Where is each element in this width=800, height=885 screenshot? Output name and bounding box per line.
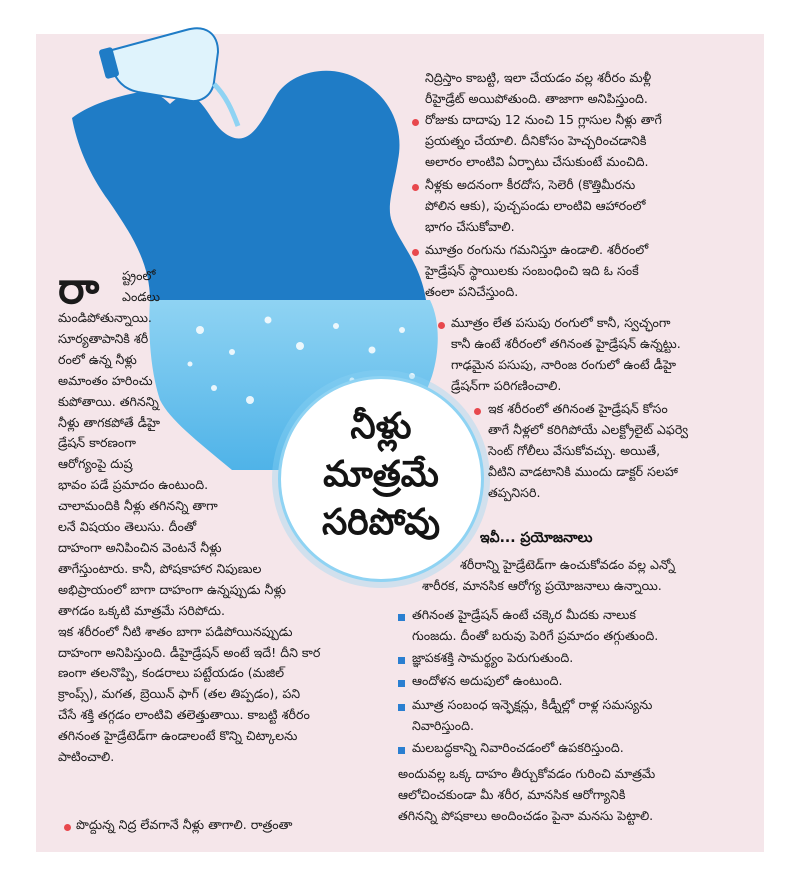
right-line: మూత్రం లేత పసుపు రంగులో కానీ, స్వచ్ఛంగా [451, 315, 671, 330]
right-line: భాగం చేసుకోవాలి. [425, 218, 515, 234]
right-line: గాఢమైన పసుపు, నారింజ రంగులో ఉంటే డీహై [451, 356, 676, 372]
right-line: డ్రేషన్‌గా పరిగణించాలి. [451, 377, 562, 393]
bullet-square [398, 680, 405, 687]
bullet-dot [438, 322, 445, 329]
badge-line-3: సరిపోవు [321, 502, 441, 543]
bullet-dot [412, 119, 419, 126]
right-line: హైడ్రేషన్ స్థాయిలకు సంబంధించి ఇది ఓ సంకే [425, 262, 639, 278]
benefit-3 [412, 671, 563, 692]
left-line: సూర్యతాపానికి శరీ [58, 330, 149, 346]
closing-line: తగినన్ని పోషకాలు అందించడం పైనా మనసు పెట్టాలి. [398, 807, 654, 823]
right-line: మూత్రం రంగును గమనిస్తూ ఉండాలి. శరీరంలో [425, 242, 649, 257]
benefits-line: శరీరాన్ని హైడ్రేటెడ్‌గా ఉంచుకోవడం వల్ల ఎన్నో [460, 557, 676, 572]
benefits-line: గుంజదు. దీంతో బరువు పెరిగే ప్రమాదం తగ్గుతుంది. [412, 627, 659, 643]
right-line: తాగే నీళ్లలో కరిగిపోయే ఎలక్ట్రోలైట్ ఎఫర్వె [488, 421, 689, 437]
right-line: కానీ ఉంటే శరీరంలో తగినంత హైడ్రేషన్ ఉన్నట్టు. [451, 335, 681, 351]
right-line: పోలిన ఆకు), పుచ్చపండు లాంటివి ఆహారంలో [425, 197, 646, 213]
left-line: దాహంగా అనిపిస్తుంది. డీహైడ్రేషన్ అంటే ఇదే! దీని కార [58, 644, 321, 660]
badge-line-1: నీళ్లు [350, 406, 412, 447]
benefit-5 [412, 738, 624, 759]
left-line: మండిపోతున్నాయి. [58, 310, 152, 325]
left-line: అమాంతం హరించు [58, 372, 153, 388]
right-line: సెంట్ గోలీలు వేసుకోవచ్చు. అయితే, [488, 442, 661, 458]
right-b0 [425, 68, 651, 110]
left-line: చాలామందికి నీళ్లు తగినన్ని తాగా [58, 498, 218, 514]
left-line: తాగేస్తుంటారు. కానీ, పోషకాహార నిపుణుల [58, 560, 262, 576]
bullet-square [398, 747, 405, 754]
right-line: రోజుకు దాదాపు 12 నుంచి 15 గ్లాసుల నీళ్లు తాగే [425, 112, 662, 127]
closing-line: అందువల్ల ఒక్క దాహం తీర్చుకోవడం గురించి మాత్రమే [398, 766, 656, 781]
benefits-line: తగినంత హైడ్రేషన్ ఉంటే చక్కెర మీదకు నాలుక [412, 607, 636, 622]
left-line: నీళ్లు తాగకపోతే డీహై [58, 414, 161, 430]
benefit-1 [412, 605, 658, 647]
right-b3 [425, 240, 648, 303]
left-last-bullet: పొద్దున్న నిద్ర లేవగానే నీళ్లు తాగాలి. రాత్రంతా [76, 817, 293, 832]
right-line: ప్రయత్నం చేయాలి. దీనికోసం హెచ్చరించడానికి [425, 132, 647, 148]
right-line: అలారం లాంటివి ఏర్పాటు చేసుకుంటే మంచిది. [425, 153, 649, 169]
left-line: ఆరోగ్యంపై దుష్ర [58, 456, 133, 472]
left-line: ఇక శరీరంలో నీటి శాతం బాగా పడిపోయినప్పుడు [58, 623, 293, 639]
badge-line-2: మాత్రమే [323, 454, 439, 495]
benefits-intro [422, 555, 676, 597]
bullet-dot [412, 249, 419, 256]
closing-paragraph [398, 764, 655, 827]
left-body [58, 308, 320, 768]
right-line: నిద్రిస్తాం కాబట్టి, ఇలా చేయడం వల్ల శరీరం మళ్లీ [425, 70, 652, 85]
bullet-square [398, 614, 405, 621]
left-line: తగినంత హైడ్రేటెడ్‌గా ఉండాలంటే కొన్ని చిట్కాలను [58, 728, 298, 744]
closing-line: ఆలోచించకుండా మీ శరీర, మానసిక ఆరోగ్యానికి [398, 786, 626, 802]
left-line: రంలో ఉన్న నీళ్లు [58, 351, 137, 367]
right-b2 [425, 175, 646, 238]
benefit-4 [412, 695, 652, 737]
benefits-line: ఆందోళన అదుపులో ఉంటుంది. [412, 673, 563, 688]
bullet-dot [474, 408, 481, 415]
left-line: చేసే శక్తి తగ్గడం లాంటివి తలెత్తుతాయి. కాబట్టి శరీరం [58, 707, 310, 723]
left-line: అభిప్రాయంలో బాగా దాహంగా ఉన్నప్పుడు నీళ్లు [58, 581, 286, 597]
benefits-line: నివారిస్తుంది. [412, 717, 474, 733]
bullet-dot [64, 824, 71, 831]
right-line: నీళ్లకు అదనంగా కీరదోస, సెలెరీ (కొత్తిమీరను [425, 177, 636, 192]
right-line: వీటిని వాడటానికి ముందు డాక్టర్ సలహా [488, 463, 678, 479]
right-line: తప్పనిసరి. [488, 484, 541, 500]
left-line: లనే విషయం తెలుసు. దీంతో [58, 519, 197, 535]
right-line: రీహైడ్రేట్ అయిపోతుంది. తాజాగా అనిపిస్తుంది. [425, 90, 648, 106]
left-line: డ్రేషన్ కారణంగా [58, 435, 136, 451]
left-intro-2: ఎండలు [122, 289, 160, 304]
benefits-line: మలబద్ధకాన్ని నివారించడంలో ఉపకరిస్తుంది. [412, 740, 624, 755]
benefits-line: జ్ఞాపకశక్తి సామర్థ్యం పెరుగుతుంది. [412, 650, 574, 665]
right-line: ఇక శరీరంలో తగినంత హైడ్రేషన్ కోసం [488, 401, 668, 416]
right-b5 [488, 399, 688, 504]
bullet-square [398, 704, 405, 711]
left-line: క్రాంప్స్), మగత, బ్రెయిన్ ఫాగ్ (తల తిప్పడం), పని [58, 686, 301, 702]
left-line: ణంగా తలనొప్పి, కండరాలు పట్టేయడం (మజిల్ [58, 665, 285, 681]
left-line: పాటించాలి. [58, 749, 115, 765]
left-line: దాహంగా అనిపించిన వెంటనే నీళ్లు [58, 539, 222, 555]
benefits-line: శారీరక, మానసిక ఆరోగ్య ప్రయోజనాలు ఉన్నాయి. [422, 577, 662, 593]
water-bottle [111, 28, 218, 101]
left-line: తాగడం ఒక్కటి మాత్రమే సరిపోదు. [58, 602, 225, 618]
right-b1 [425, 110, 662, 173]
right-line: తంలా పనిచేస్తుంది. [425, 283, 519, 299]
bullet-square [398, 657, 405, 664]
left-line: భావం పడే ప్రమాదం ఉంటుంది. [58, 477, 209, 493]
benefits-heading: ఇవీ... ప్రయోజనాలు [480, 530, 593, 546]
benefit-2 [412, 648, 573, 669]
left-intro-1: ష్ట్రంలో [122, 268, 156, 283]
benefits-line: మూత్ర సంబంధ ఇన్ఫెక్షన్లు, కిడ్నీల్లో రాళ్ల సమస్యను [412, 697, 653, 712]
drop-cap: రా [58, 263, 100, 314]
right-b4 [451, 313, 681, 397]
left-line: కుపోతాయి. తగినన్ని [58, 393, 159, 409]
bullet-dot [412, 184, 419, 191]
